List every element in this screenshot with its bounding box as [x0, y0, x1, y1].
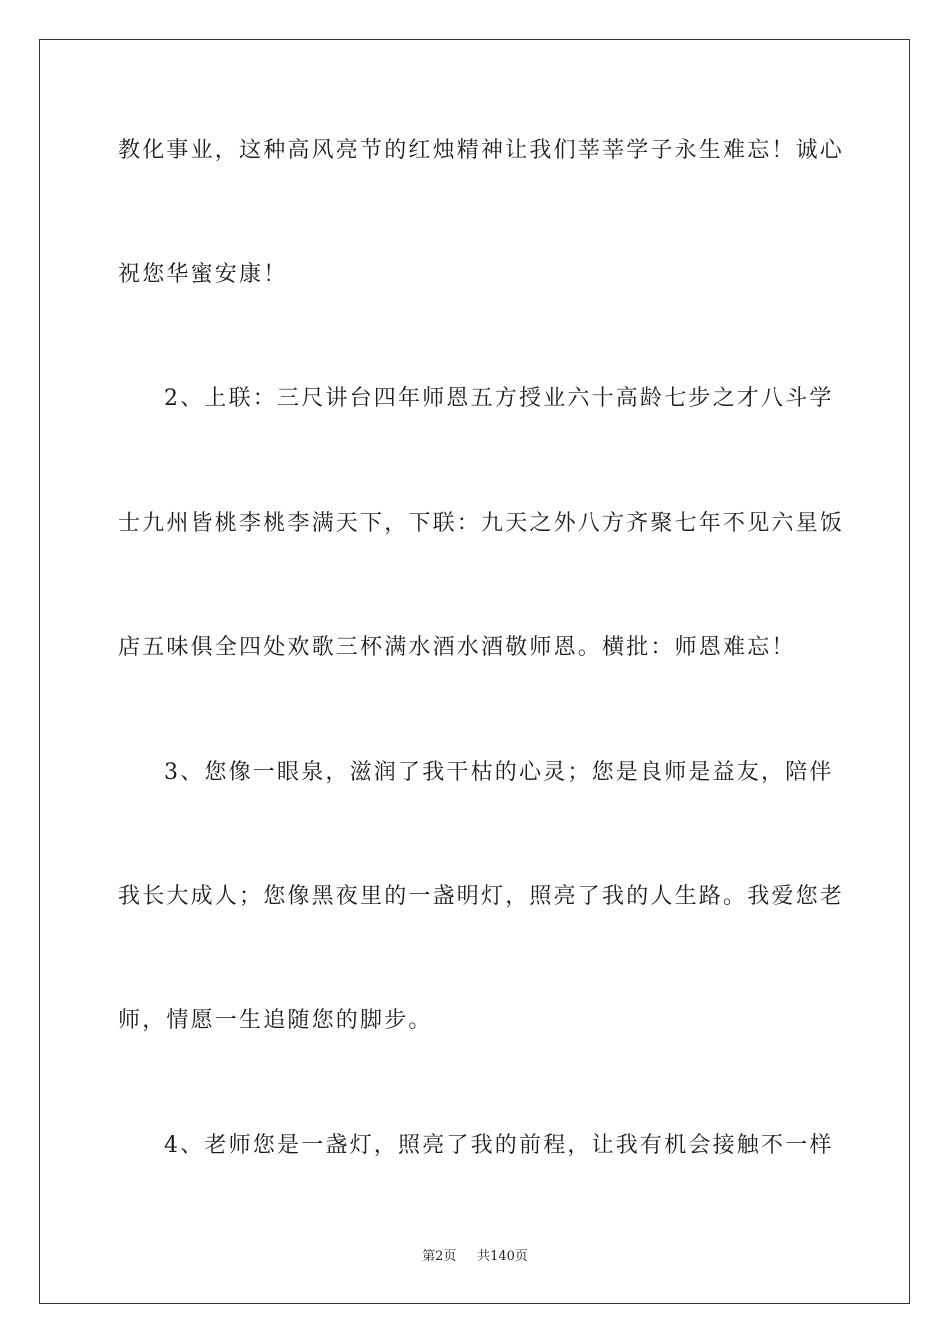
body-line-3: 2、上联：三尺讲台四年师恩五方授业六十高龄七步之才八斗学: [164, 386, 834, 411]
body-line-6: 3、您像一眼泉，滋润了我干枯的心灵；您是良师是益友，陪伴: [164, 760, 834, 785]
page-frame: [39, 39, 910, 1304]
body-line-5: 店五味俱全四处欢歌三杯满水酒水酒敬师恩。横批：师恩难忘！: [118, 635, 796, 660]
total-pages: 共140页: [477, 1249, 528, 1264]
body-line-9: 4、老师您是一盏灯，照亮了我的前程，让我有机会接触不一样: [164, 1133, 834, 1158]
body-line-7: 我长大成人；您像黑夜里的一盏明灯，照亮了我的人生路。我爱您老: [118, 884, 845, 909]
page-number: 第2页: [422, 1249, 457, 1264]
body-line-4: 士九州皆桃李桃李满天下，下联：九天之外八方齐聚七年不见六星饭: [118, 511, 845, 536]
body-line-1: 教化事业，这种高风亮节的红烛精神让我们莘莘学子永生难忘！诚心: [118, 138, 845, 163]
page-footer: [0, 1248, 950, 1266]
body-line-2: 祝您华蜜安康！: [118, 262, 288, 287]
body-line-8: 师，情愿一生追随您的脚步。: [118, 1008, 433, 1033]
